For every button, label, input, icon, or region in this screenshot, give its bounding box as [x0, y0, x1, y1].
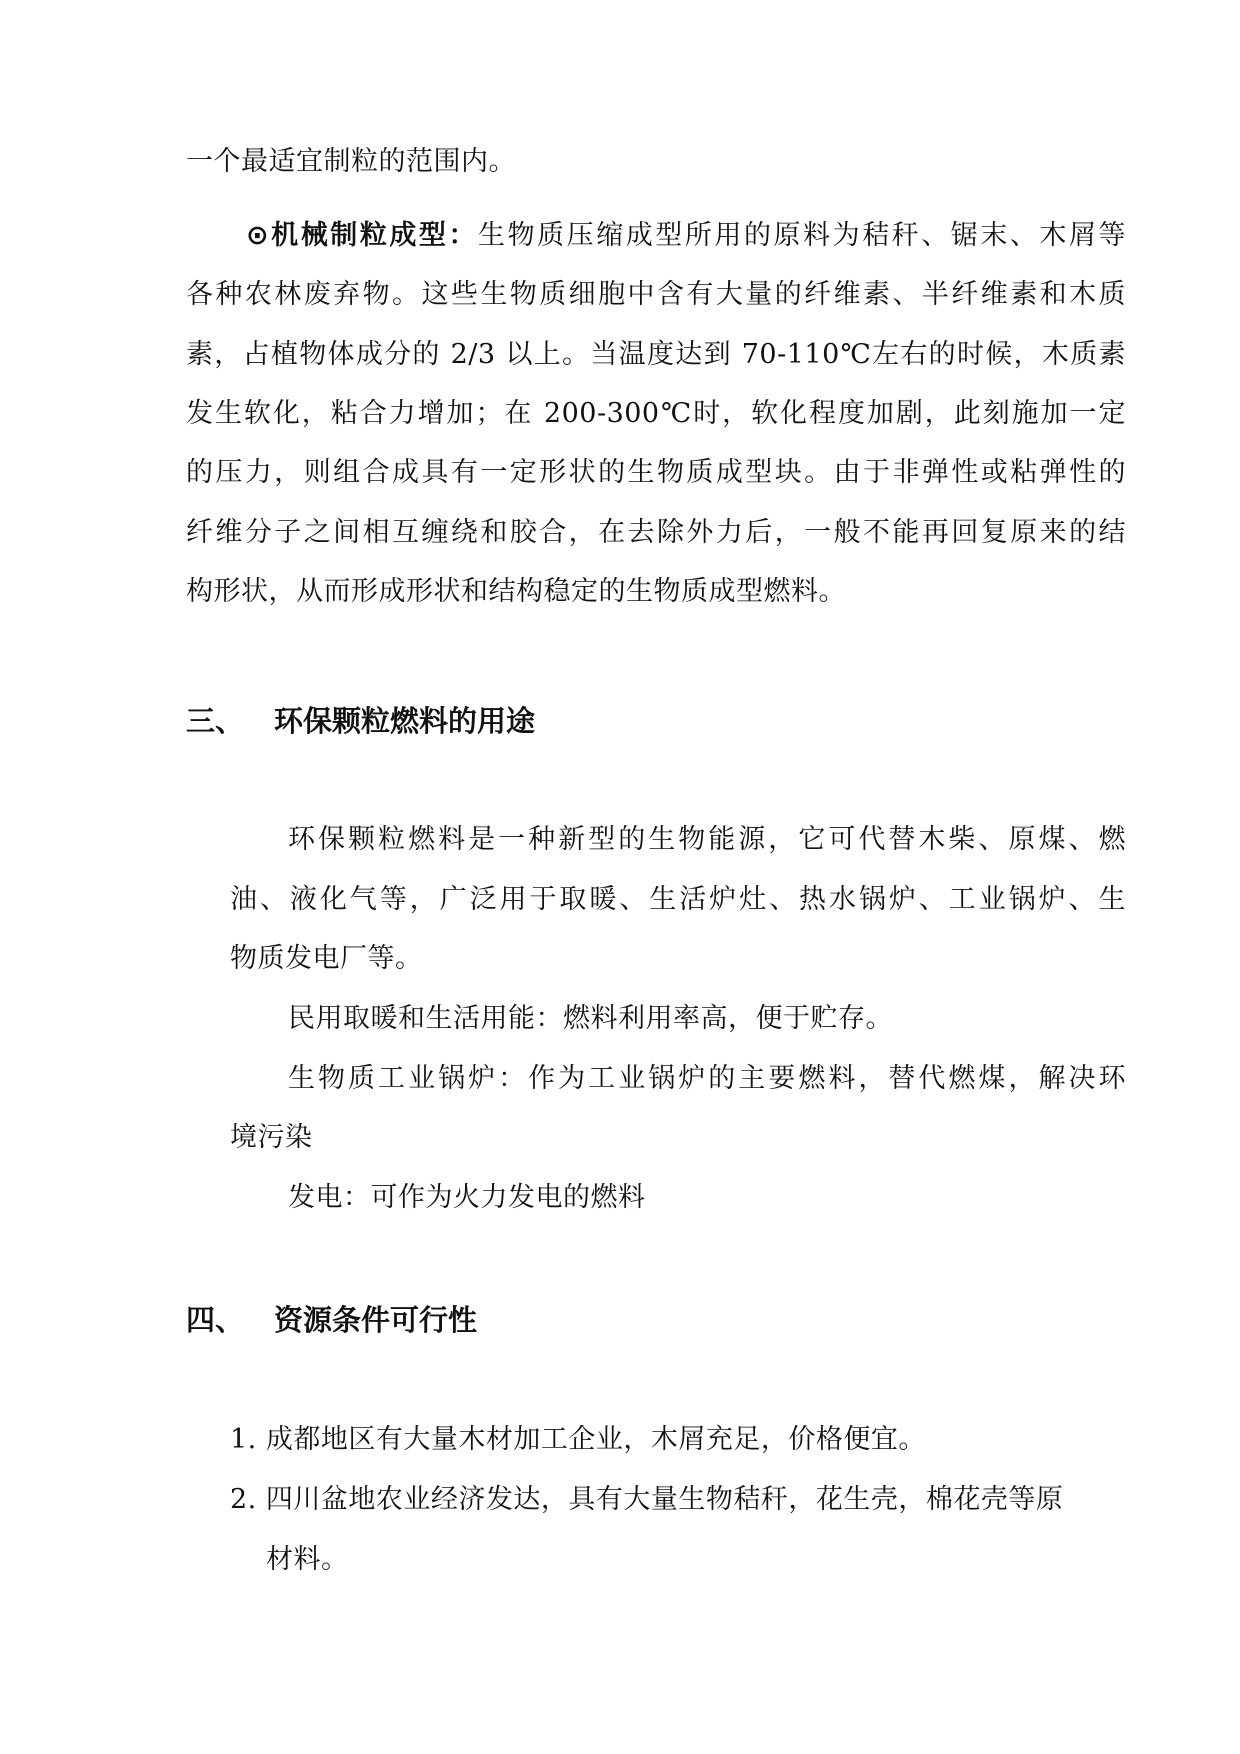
mech-paragraph-line-1: ⊙机械制粒成型：生物质压缩成型所用的原料为秸秆、锯末、木屑等 [246, 220, 1127, 251]
section-4-number: 四、 [186, 1303, 245, 1337]
use-industrial-line-1: 生物质工业锅炉：作为工业锅炉的主要燃料，替代燃煤，解决环 [288, 1063, 1126, 1094]
use-industrial-line-2: 境污染 [230, 1122, 313, 1153]
list-item-2-number: 2. [230, 1484, 257, 1515]
uses-intro-line-1: 环保颗粒燃料是一种新型的生物能源，它可代替木柴、原煤、燃 [288, 824, 1126, 855]
mech-paragraph-line-7: 构形状，从而形成形状和结构稳定的生物质成型燃料。 [186, 576, 846, 607]
list-item-1-text: 成都地区有大量木材加工企业，木屑充足，价格便宜。 [265, 1424, 926, 1455]
mech-paragraph-line-4: 发生软化，粘合力增加；在 200-300℃时，软化程度加剧，此刻施加一定 [186, 398, 1126, 429]
uses-intro-line-3: 物质发电厂等。 [230, 943, 423, 974]
list-item-1-number: 1. [230, 1424, 257, 1455]
section-3-number: 三、 [186, 704, 245, 738]
mech-label: ⊙机械制粒成型： [246, 220, 479, 251]
mech-paragraph-line-5: 的压力，则组合成具有一定形状的生物质成型块。由于非弹性或粘弹性的 [186, 457, 1126, 488]
mech-paragraph-line-3: 素，占植物体成分的 2/3 以上。当温度达到 70-110℃左右的时候，木质素 [186, 339, 1126, 370]
use-power: 发电：可作为火力发电的燃料 [288, 1182, 646, 1213]
paragraph-continuation: 一个最适宜制粒的范围内。 [186, 146, 516, 177]
mech-paragraph-line-2: 各种农林废弃物。这些生物质细胞中含有大量的纤维素、半纤维素和木质 [186, 279, 1126, 310]
mech-paragraph-line-6: 纤维分子之间相互缠绕和胶合，在去除外力后，一般不能再回复原来的结 [186, 517, 1126, 548]
uses-intro-line-2: 油、液化气等，广泛用于取暖、生活炉灶、热水锅炉、工业锅炉、生 [230, 884, 1126, 915]
section-4-title: 资源条件可行性 [274, 1303, 478, 1337]
section-3-title: 环保颗粒燃料的用途 [274, 704, 536, 738]
list-item-1 [230, 1420, 926, 1460]
list-item-2 [230, 1480, 1126, 1520]
list-item-2-continuation: 材料。 [266, 1544, 349, 1575]
use-civil: 民用取暖和生活用能：燃料利用率高，便于贮存。 [288, 1003, 893, 1034]
section-4-heading [186, 1300, 477, 1340]
list-item-2-text: 四川盆地农业经济发达，具有大量生物秸秆，花生壳，棉花壳等原 [265, 1484, 1064, 1515]
section-3-heading [186, 701, 535, 741]
